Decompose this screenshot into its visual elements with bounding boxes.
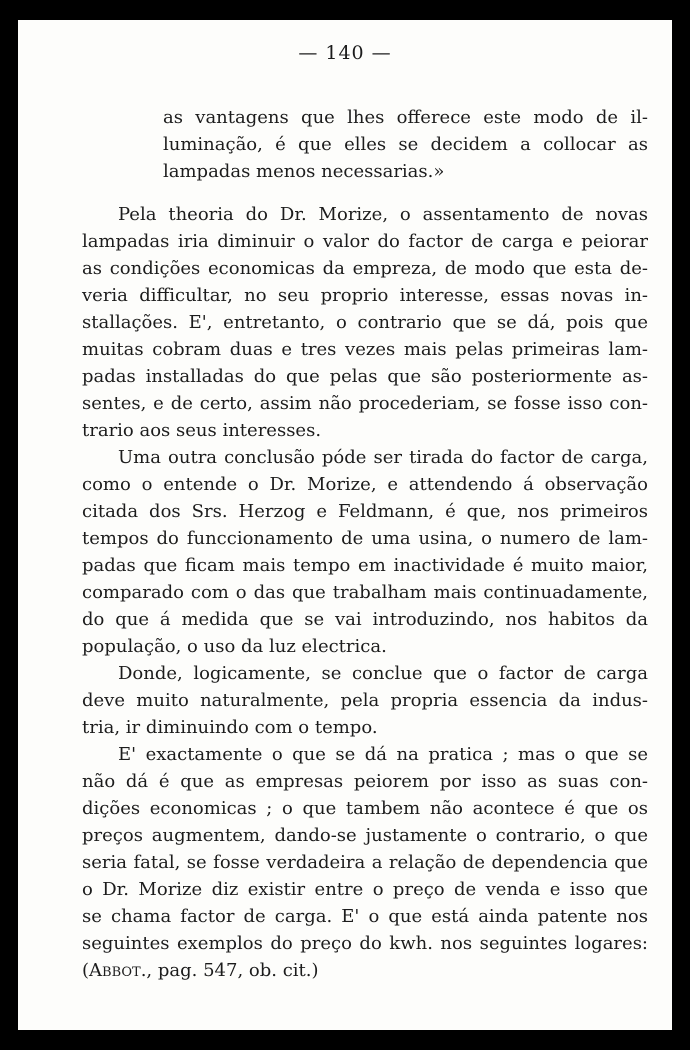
text-line: como o entende o Dr. Morize, e attendendo á observação	[82, 474, 648, 495]
text-line: muitas cobram duas e tres vezes mais pelas primeiras lam-	[82, 339, 648, 360]
text-line: Uma outra conclusão póde ser tirada do factor de carga,	[118, 447, 648, 468]
text-line: o Dr. Morize diz existir entre o preço de venda e isso que	[82, 879, 648, 900]
text-line: padas installadas do que pelas que são posteriormente as-	[82, 366, 648, 387]
page-number: — 140 —	[298, 42, 392, 64]
text-line: lampadas iria diminuir o valor do factor de carga e peiorar	[82, 231, 648, 252]
text-line: luminação, é que elles se decidem a collocar as	[163, 134, 648, 155]
text-line: seria fatal, se fosse verdadeira a relação de dependencia que	[82, 852, 648, 873]
text-line: população, o uso da luz electrica.	[82, 636, 387, 657]
text-line: se chama factor de carga. E' o que está ainda patente nos	[82, 906, 648, 927]
text-line: as condições economicas da empreza, de modo que esta de-	[82, 258, 648, 279]
text-line: deve muito naturalmente, pela propria essencia da indus-	[82, 690, 648, 711]
book-page	[18, 20, 672, 1030]
text-line: tria, ir diminuindo com o tempo.	[82, 717, 378, 738]
text-line: seguintes exemplos do preço do kwh. nos seguintes logares:	[82, 933, 648, 954]
text-line: as vantagens que lhes offerece este modo de il-	[163, 107, 648, 128]
text-line: Donde, logicamente, se conclue que o factor de carga	[118, 663, 648, 684]
text-line: trario aos seus interesses.	[82, 420, 322, 441]
citation-line	[82, 958, 648, 984]
text-line: não dá é que as empresas peiorem por isso as suas con-	[82, 771, 648, 792]
text-line: Pela theoria do Dr. Morize, o assentamento de novas	[118, 204, 648, 225]
text-line: stallações. E', entretanto, o contrario que se dá, pois que	[82, 312, 648, 333]
text-line: preços augmentem, dando-se justamente o contrario, o que	[82, 825, 648, 846]
text-line: do que á medida que se vai introduzindo, nos habitos da	[82, 609, 648, 630]
citation-detail: , pag. 547, ob. cit.)	[146, 960, 319, 981]
cited-author: (Abbot.	[82, 960, 147, 981]
text-line: veria difficultar, no seu proprio interesse, essas novas in-	[82, 285, 648, 306]
text-line: comparado com o das que trabalham mais continuadamente,	[82, 582, 648, 603]
text-line: E' exactamente o que se dá na pratica ; mas o que se	[118, 744, 648, 765]
text-line: dições economicas ; o que tambem não acontece é que os	[82, 798, 648, 819]
text-line: tempos do funccionamento de uma usina, o numero de lam-	[82, 528, 648, 549]
text-line: citada dos Srs. Herzog e Feldmann, é que, nos primeiros	[82, 501, 648, 522]
text-line: sentes, e de certo, assim não procederiam, se fosse isso con-	[82, 393, 648, 414]
text-line: lampadas menos necessarias.»	[163, 161, 445, 182]
text-line: padas que ficam mais tempo em inactividade é muito maior,	[82, 555, 648, 576]
